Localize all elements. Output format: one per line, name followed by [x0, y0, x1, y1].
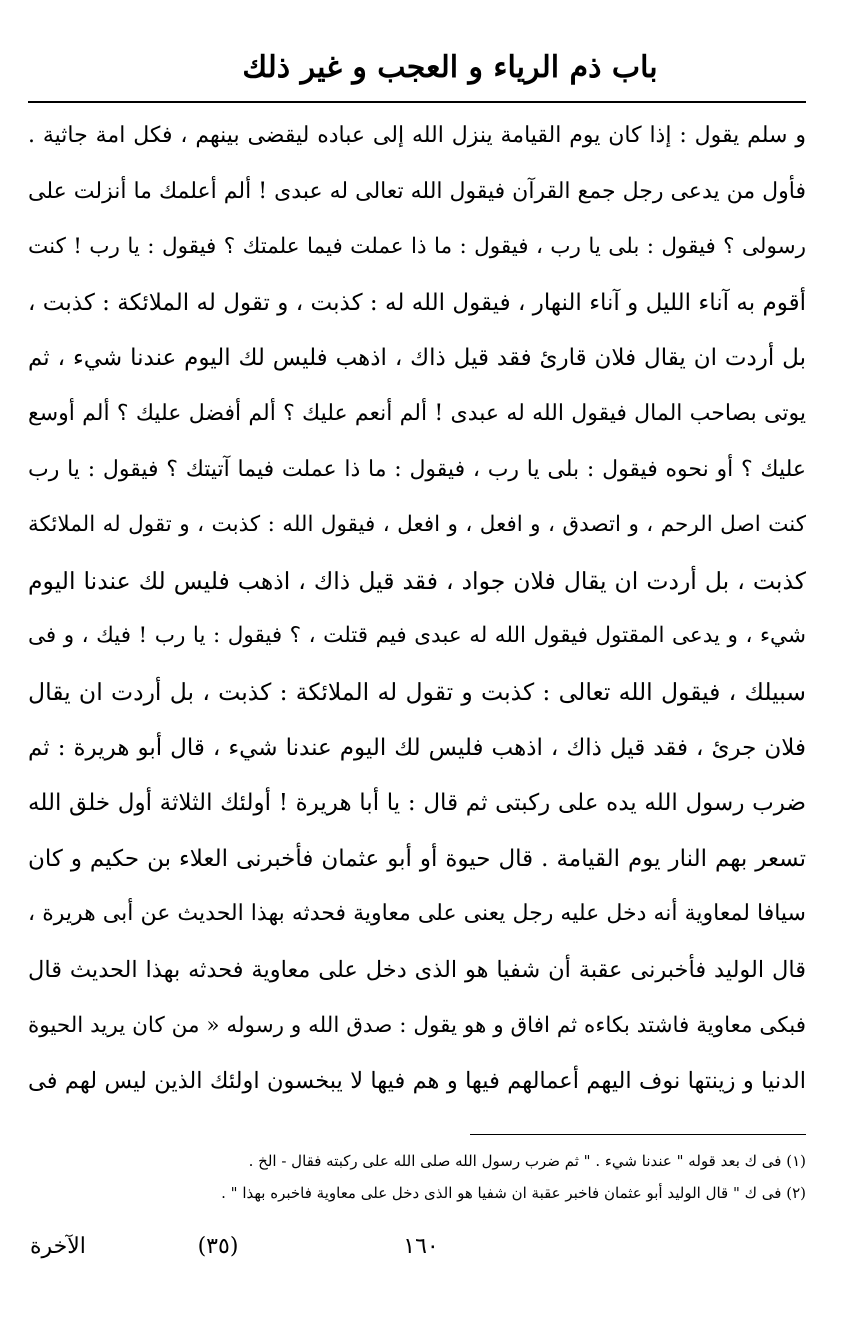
body-line: يوتى بصاحب المال فيقول الله له عبدى ! ألم أنعم عليك ؟ ألم أفضل عليك ؟ ألم أوسع: [28, 400, 806, 426]
footnote: (٢) فى ك " قال الوليد أبو عثمان فاخبر عقبة ان شفيا هو الذى دخل على معاوية فاخبره بهذا " .: [221, 1184, 806, 1202]
footnotes: [150, 1148, 806, 1212]
body-line: فبكى معاوية فاشتد بكاءه ثم افاق و هو يقول : صدق الله و رسوله « من كان يريد الحيوة: [28, 1012, 806, 1038]
body-line: فأول من يدعى رجل جمع القرآن فيقول الله تعالى له عبدى ! ألم أعلمك ما أنزلت على: [28, 178, 806, 204]
body-line: رسولى ؟ فيقول : بلى يا رب ، فيقول : ما ذا عملت فيما علمتك ؟ فيقول : يا رب ! كنت: [28, 234, 806, 260]
body-text: [28, 116, 806, 1117]
catchword: الآخرة: [30, 1234, 86, 1259]
body-line: تسعر بهم النار يوم القيامة . قال حيوة أو أبو عثمان فأخبرنى العلاء بن حكيم و كان: [28, 845, 806, 872]
body-line: فلان جرئ ، فقد قيل ذاك ، اذهب فليس لك اليوم عندنا شيء ، قال أبو هريرة : ثم: [28, 734, 806, 761]
page-number: ١٦٠: [403, 1234, 439, 1259]
footnote: (١) فى ك بعد قوله " عندنا شيء . " ثم ضرب رسول الله صلى الله على ركبته فقال - الخ .: [248, 1152, 806, 1170]
body-line: و سلم يقول : إذا كان يوم القيامة ينزل الله إلى عباده ليقضى بينهم ، فكل امة جاثية .: [28, 123, 806, 148]
body-line: كذبت ، بل أردت ان يقال فلان جواد ، فقد قيل ذاك ، اذهب فليس لك عندنا اليوم: [28, 566, 806, 595]
signature-mark: (٣٥): [197, 1234, 239, 1259]
body-line: شيء ، و يدعى المقتول فيقول الله له عبدى فيم قتلت ، ؟ فيقول : يا رب ! فيك ، و فى: [28, 623, 806, 649]
body-line: سبيلك ، فيقول الله تعالى : كذبت و تقول له الملائكة : كذبت ، بل أردت ان يقال: [28, 677, 806, 706]
body-line: سيافا لمعاوية أنه دخل عليه رجل يعنى على معاوية فحدثه بهذا الحديث عن أبى هريرة ،: [28, 901, 806, 927]
body-line: ضرب رسول الله يده على ركبتى ثم قال : يا أبا هريرة ! أولئك الثلاثة أول خلق الله: [28, 790, 806, 817]
body-line: بل أردت ان يقال فلان قارئ فقد قيل ذاك ، اذهب فليس لك اليوم عندنا شيء ، ثم: [28, 345, 806, 372]
body-line: عليك ؟ أو نحوه فيقول : بلى يا رب ، فيقول : ما ذا عملت فيما آتيتك ؟ فيقول : يا رب: [28, 456, 806, 482]
footnote-divider: [470, 1134, 806, 1135]
body-line: الدنيا و زينتها نوف اليهم أعمالهم فيها و هم فيها لا يبخسون اولئك الذين ليس لهم فى: [28, 1068, 806, 1095]
body-line: قال الوليد فأخبرنى عقبة أن شفيا هو الذى دخل على معاوية فحدثه بهذا الحديث قال: [28, 956, 806, 983]
page-header-title: باب ذم الرياء و العجب و غير ذلك: [242, 50, 658, 85]
body-line: كنت اصل الرحم ، و اتصدق ، و افعل ، و افعل ، فيقول الله : كذبت ، و تقول له الملائكة: [28, 512, 806, 538]
header-divider: [28, 101, 806, 103]
body-line: أقوم به آناء الليل و آناء النهار ، فيقول الله له : كذبت ، و تقول له الملائكة : كذبت ،: [28, 289, 806, 316]
